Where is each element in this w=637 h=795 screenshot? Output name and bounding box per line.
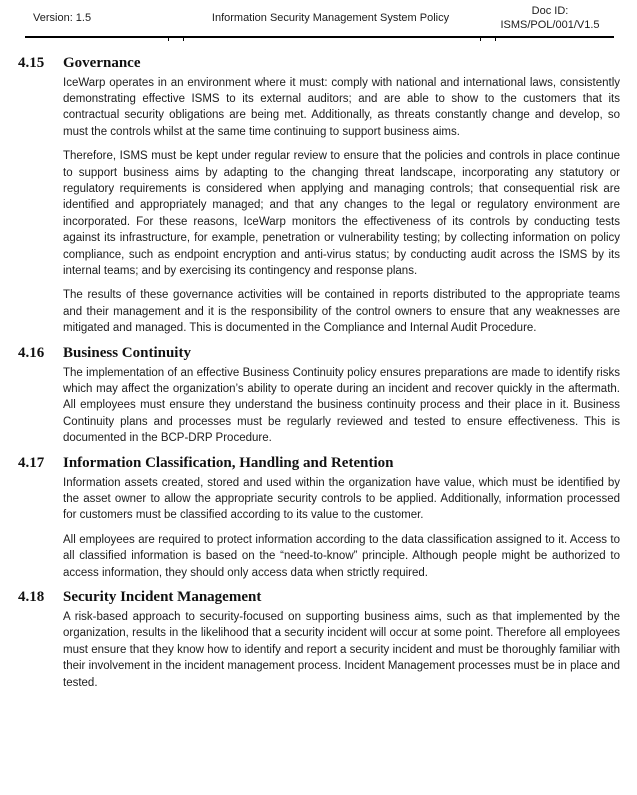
paragraph: Information assets created, stored and used within the organization have value, which must be identified by the asset owner to allow the appropriate security controls to be applied. Additionally, information processed for customers must be classified according to its value to the customer. (63, 476, 620, 522)
section-paragraphs (63, 609, 620, 691)
section-paragraphs (63, 365, 620, 447)
section-governance (18, 55, 620, 337)
doc-id-value: ISMS/POL/001/V1.5 (500, 19, 600, 31)
header-version: Version: 1.5 (33, 12, 92, 24)
section-number: 4.16 (18, 344, 45, 361)
paragraph: The implementation of an effective Business Continuity policy ensures preparations are made to identify risks which may affect the organization’s ability to operate during an incident and recover quickly in the aftermath. All employees must ensure they understand the business continuity process and their place in it. Business Continuity plans and processes must be regularly reviewed and tested to ensure effectiveness. This is documented in the BCP-DRP Procedure. (63, 366, 620, 445)
section-paragraphs (63, 75, 620, 337)
header-divider (25, 36, 614, 38)
section-number: 4.17 (18, 454, 45, 471)
section-heading-row (18, 589, 620, 606)
header-doc-id (486, 3, 614, 32)
section-information-classification (18, 455, 620, 581)
section-number: 4.15 (18, 54, 45, 71)
document-body (0, 38, 637, 692)
section-paragraphs (63, 475, 620, 581)
section-business-continuity (18, 345, 620, 447)
paragraph: All employees are required to protect information according to the data classification assigned to it. Access to all classified information is based on the “need-to-know” principle. Although people might be authorized to access information, they should only access data when strictly required. (63, 533, 620, 579)
section-security-incident-management (18, 589, 620, 691)
paragraph: A risk-based approach to security-focused on supporting business aims, such as that implemented by the organization, results in the likelihood that a security incident will occur at some point. Therefore all employees must ensure that they know how to identify and report a security incident and must be thoroughly familiar with their involvement in the incident management process. Incident Management processes must be in place and tested. (63, 611, 620, 689)
doc-id-label: Doc ID: (531, 5, 569, 17)
header-table-tick (183, 38, 184, 41)
paragraph: IceWarp operates in an environment where it must: comply with national and international laws, consistently demonstrating effective ISMS to its external auditors; and are able to show to the customers that its contractual security obligations are being met. Additionally, as threats constantly change and develop, so must the controls whilst at the same time continuing to support business aims. (63, 76, 620, 138)
page-header (25, 0, 614, 36)
section-heading: Business Continuity (63, 344, 191, 361)
section-heading: Security Incident Management (63, 589, 262, 606)
header-table-tick (495, 38, 496, 41)
section-heading-row (18, 455, 620, 472)
section-heading: Governance (63, 54, 141, 71)
section-number: 4.18 (18, 589, 45, 606)
header-document-title: Information Security Management System Policy (211, 12, 450, 24)
header-table-tick (480, 38, 481, 41)
paragraph: Therefore, ISMS must be kept under regular review to ensure that the policies and controls in place continue to support business aims by adapting to the changing threat landscape, incorporating any statutory or regulatory requirements is considered when applying and managing controls; that consequential risk are identified and appropriately managed; and that any changes to the legal or regulatory environment are incorporated. For these reasons, IceWarp monitors the effectiveness of its controls by conducting tests against its infrastructure, for example, penetration or vulnerability testing; by collecting information on policy compliance, such as endpoint encryption and anti-virus status; by conducting audit across the ISMS by its internal teams; and by exercising its contingency and response plans. (63, 150, 620, 277)
section-heading-row (18, 345, 620, 362)
paragraph: The results of these governance activities will be contained in reports distributed to the appropriate teams and their management and it is the responsibility of the control owners to ensure that any weaknesses are mitigated and managed. This is documented in the Compliance and Internal Audit Procedure. (63, 289, 620, 335)
header-table-tick (168, 38, 169, 41)
section-heading: Information Classification, Handling and Retention (63, 454, 394, 471)
section-heading-row (18, 55, 620, 72)
